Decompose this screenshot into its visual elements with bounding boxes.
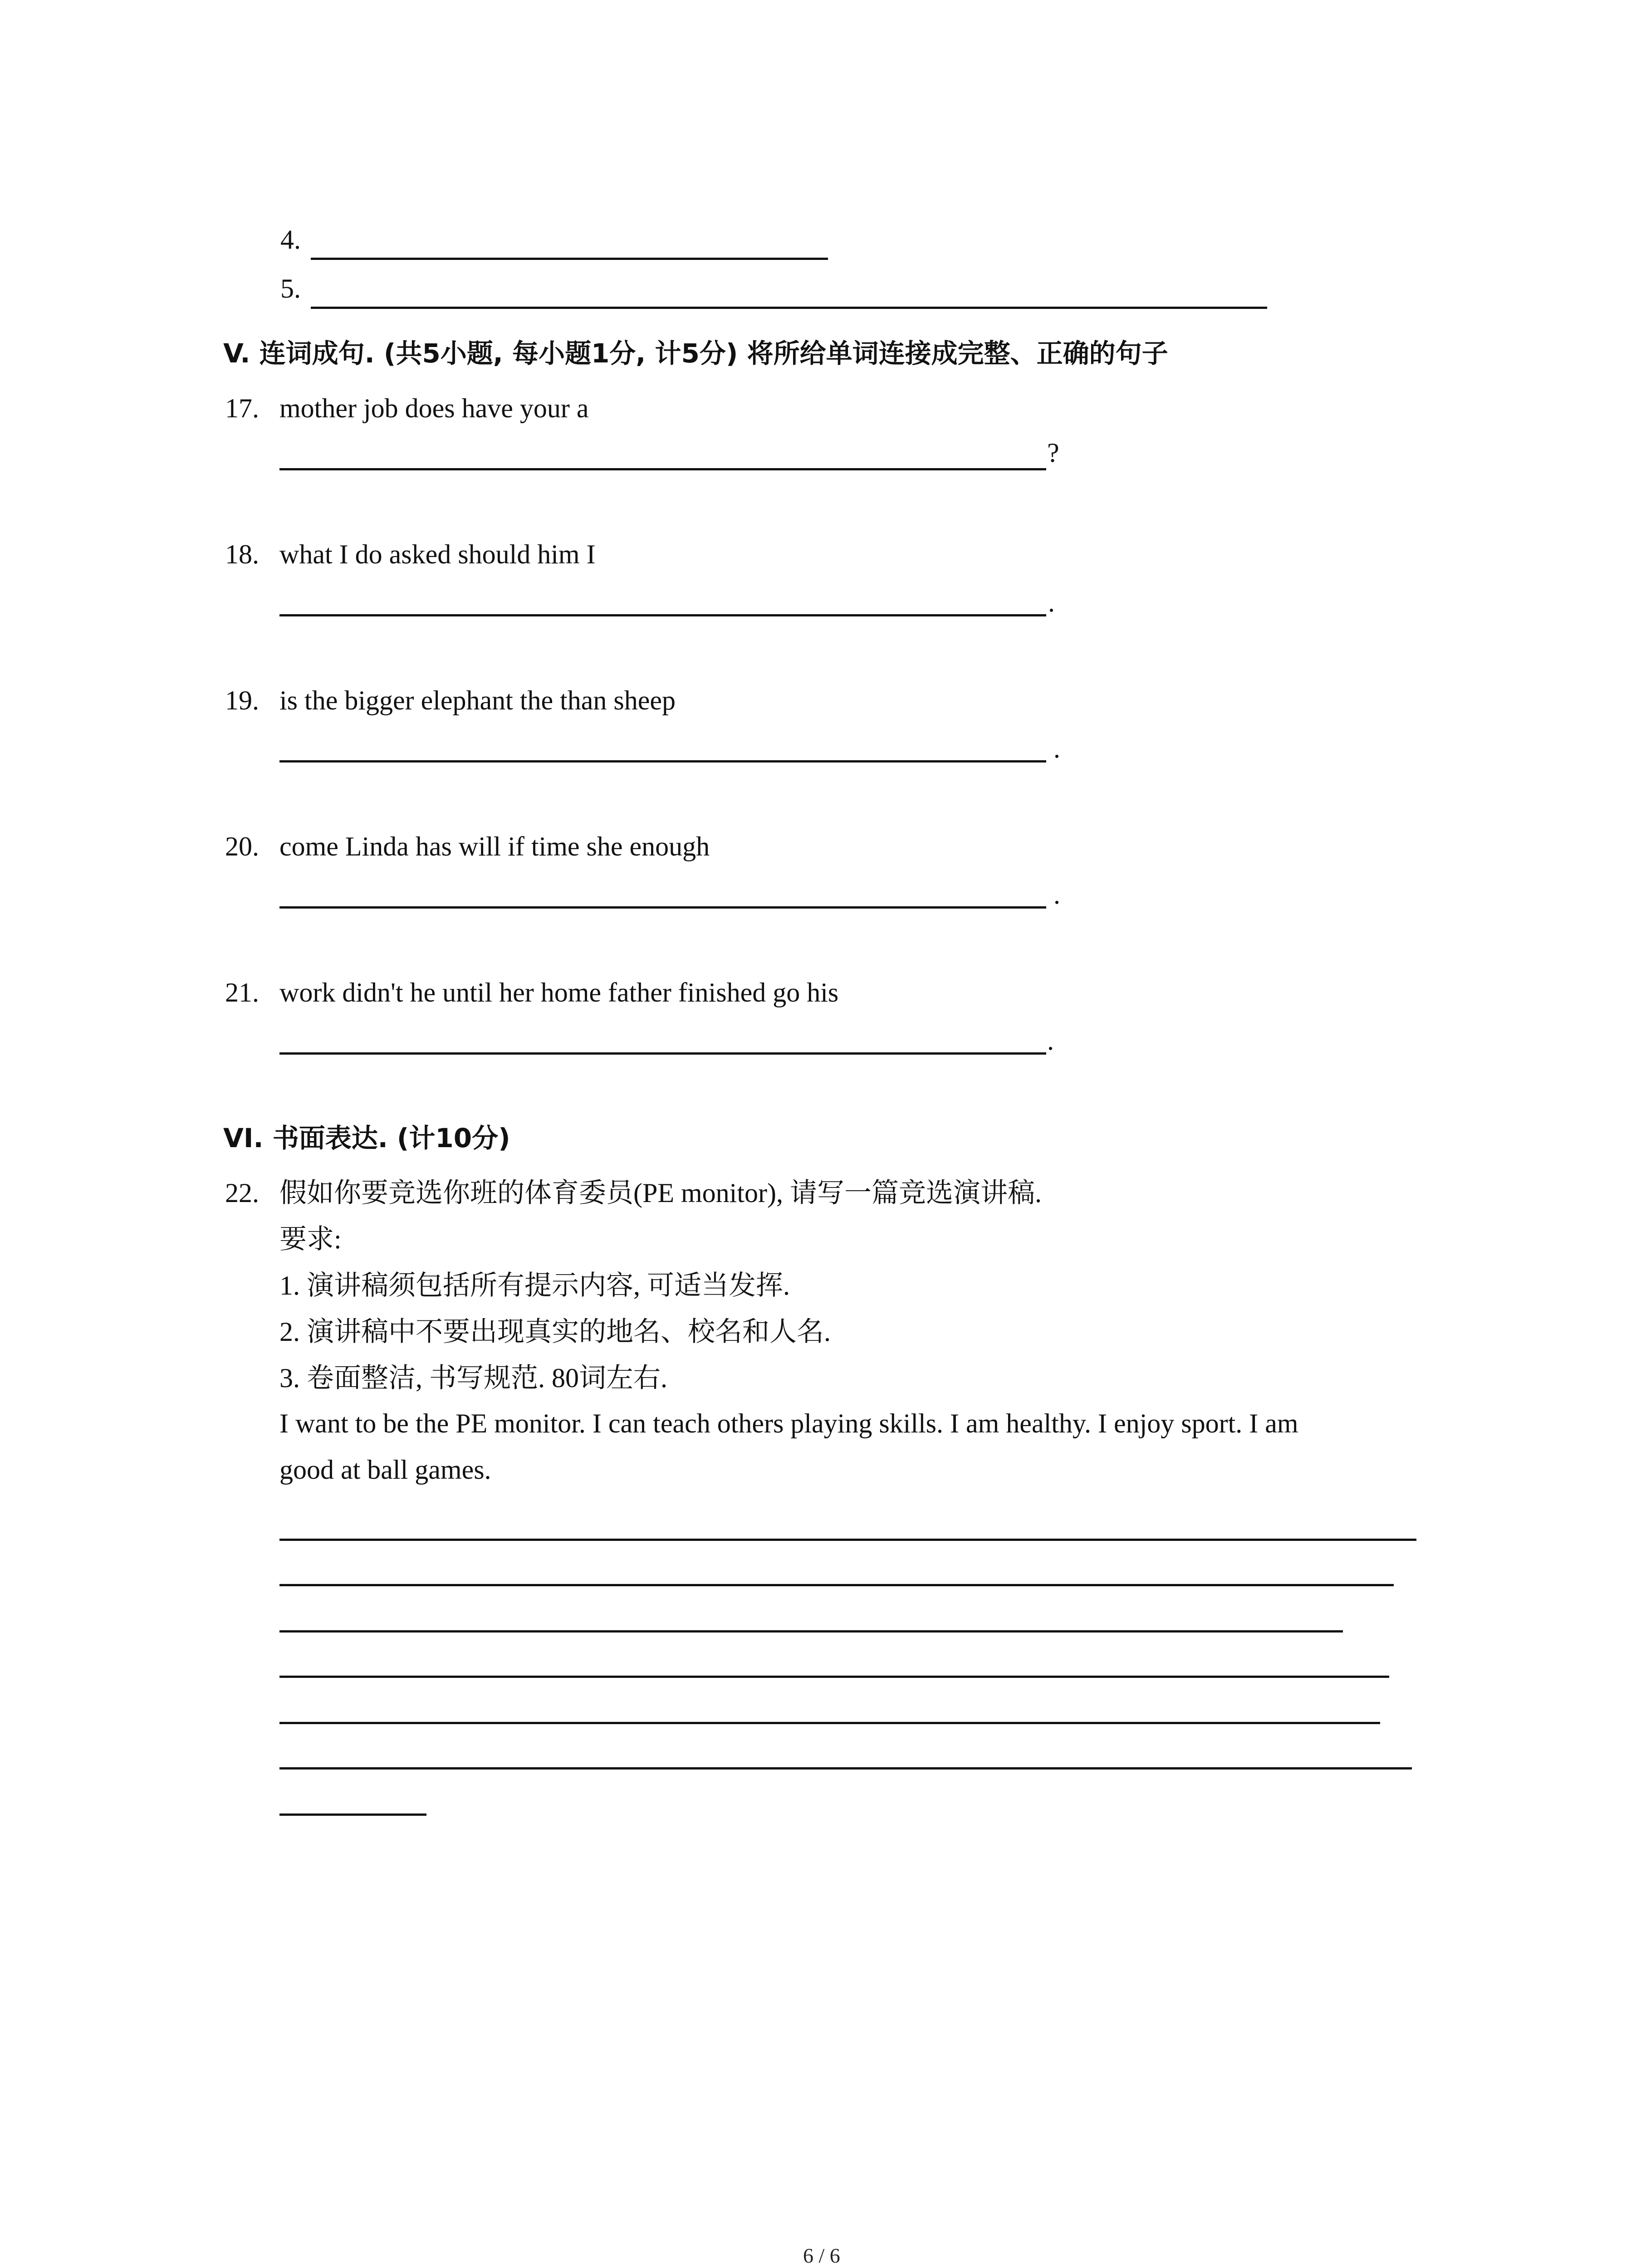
writing-line[interactable]: [279, 1630, 1343, 1633]
question-20-answer-line[interactable]: [279, 906, 1046, 909]
question-20-number: 20.: [225, 831, 259, 861]
question-17-answer-line[interactable]: [279, 468, 1046, 470]
hint-text-line-1: I want to be the PE monitor. I can teach others playing skills. I am healthy. I enjoy sport. I am: [279, 1408, 1298, 1438]
hint-text-line-2: good at ball games.: [279, 1455, 491, 1485]
answer-number-4: 4.: [280, 225, 301, 254]
question-17-words: mother job does have your a: [279, 393, 589, 423]
writing-line[interactable]: [279, 1584, 1394, 1586]
question-21-answer-line[interactable]: [279, 1052, 1046, 1055]
answer-number-5: 5.: [280, 274, 301, 303]
question-19-end-mark: .: [1053, 733, 1060, 763]
writing-line[interactable]: [279, 1722, 1380, 1724]
question-17-end-mark: ?: [1047, 438, 1059, 468]
requirement-3: 3. 卷面整洁, 书写规范. 80词左右.: [279, 1363, 667, 1393]
requirements-label: 要求:: [279, 1224, 342, 1254]
requirement-2: 2. 演讲稿中不要出现真实的地名、校名和人名.: [279, 1317, 831, 1347]
writing-line[interactable]: [279, 1539, 1416, 1541]
question-21-number: 21.: [225, 978, 259, 1007]
question-19-words: is the bigger elephant the than sheep: [279, 685, 676, 715]
question-20-words: come Linda has will if time she enough: [279, 831, 710, 861]
question-18-end-mark: .: [1048, 587, 1055, 617]
writing-line[interactable]: [279, 1676, 1389, 1678]
question-21-words: work didn't he until her home father finished go his: [279, 978, 839, 1007]
question-18-answer-line[interactable]: [279, 614, 1046, 616]
page-indicator: 6 / 6: [803, 2244, 840, 2267]
question-19-answer-line[interactable]: [279, 760, 1046, 763]
question-22-number: 22.: [225, 1178, 259, 1208]
question-19-number: 19.: [225, 685, 259, 715]
section-5-heading: V. 连词成句. (共5小题, 每小题1分, 计5分) 将所给单词连接成完整、正确的句子: [223, 338, 1168, 369]
question-21-end-mark: .: [1047, 1026, 1054, 1056]
answer-line-5[interactable]: [311, 307, 1267, 309]
question-18-words: what I do asked should him I: [279, 539, 596, 569]
answer-line-4[interactable]: [311, 258, 828, 260]
question-20-end-mark: .: [1053, 880, 1060, 909]
question-18-number: 18.: [225, 539, 259, 569]
writing-line[interactable]: [279, 1767, 1412, 1769]
question-22-prompt: 假如你要竞选你班的体育委员(PE monitor), 请写一篇竞选演讲稿.: [279, 1178, 1042, 1208]
section-6-heading: VI. 书面表达. (计10分): [223, 1123, 510, 1154]
question-17-number: 17.: [225, 393, 259, 423]
writing-line[interactable]: [279, 1813, 426, 1816]
requirement-1: 1. 演讲稿须包括所有提示内容, 可适当发挥.: [279, 1271, 790, 1300]
